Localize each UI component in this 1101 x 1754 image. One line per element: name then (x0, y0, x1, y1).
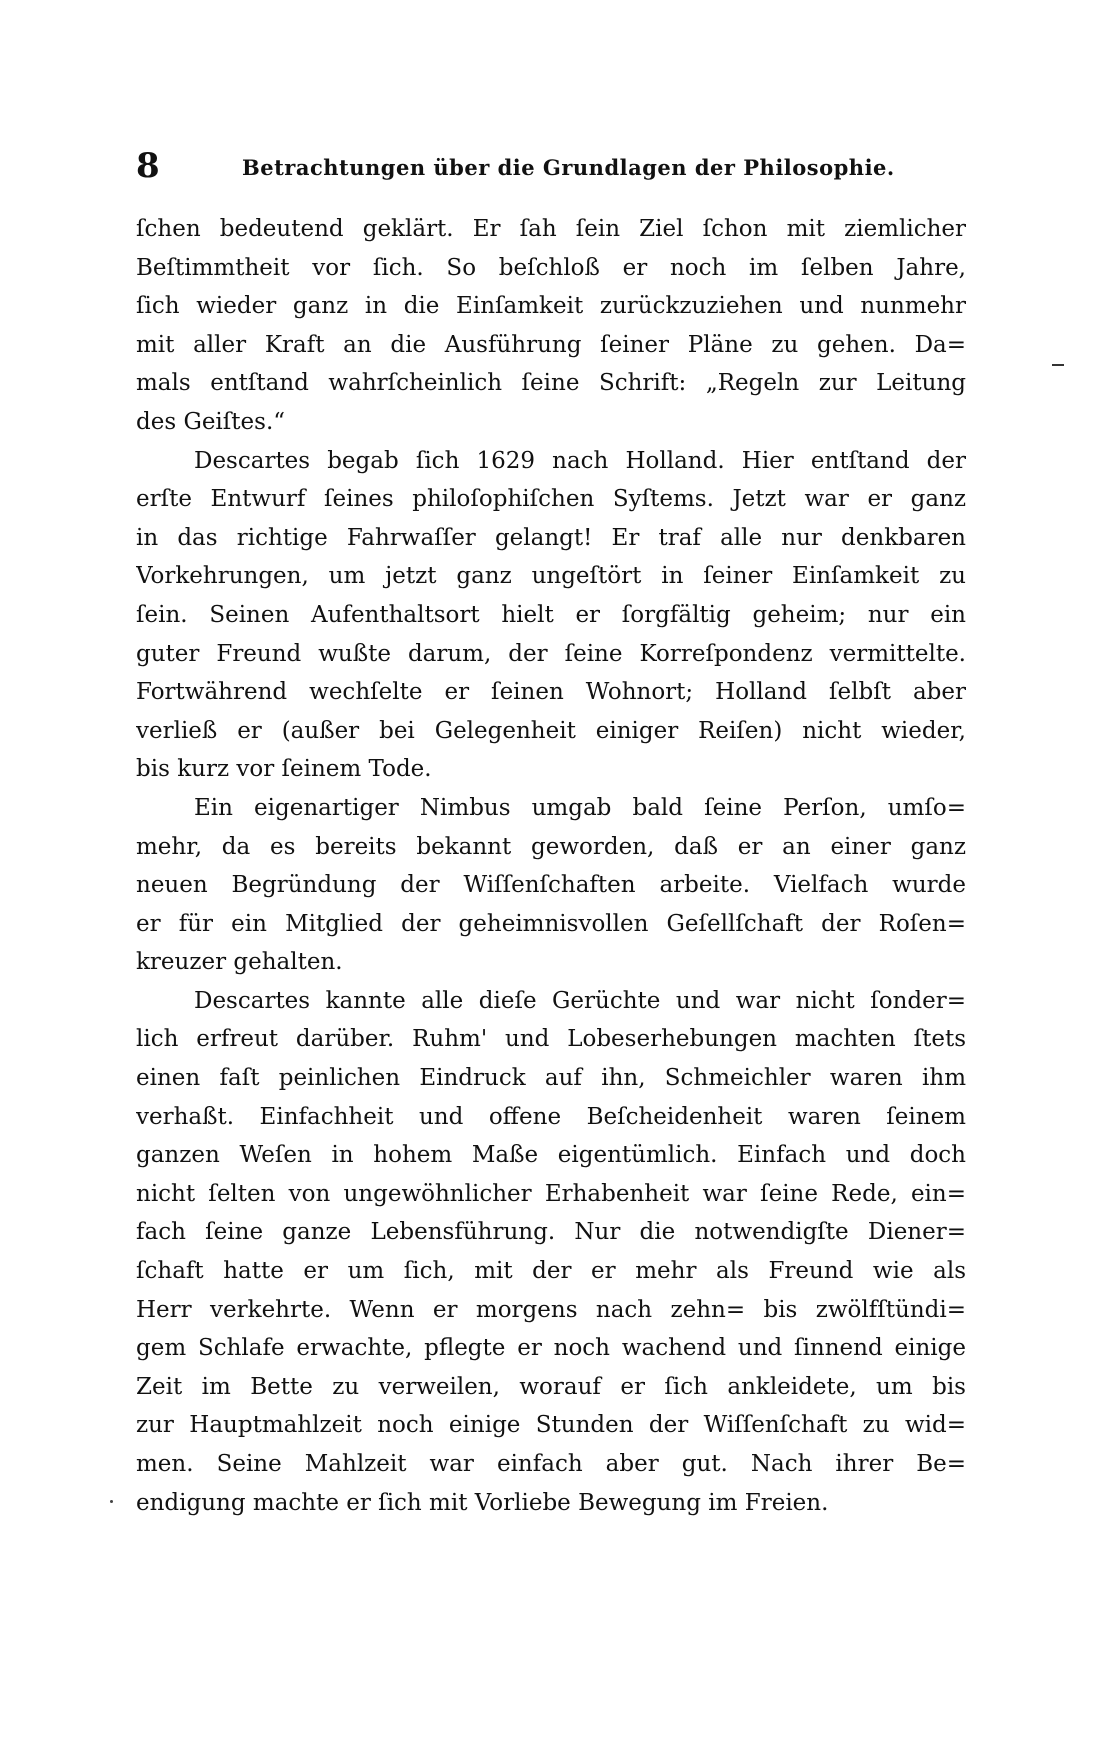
text-line: lich erfreut darüber. Ruhm' und Lobeserhebungen machten ſtets (136, 1026, 966, 1053)
text-line: mehr, da es bereits bekannt geworden, daß er an einer ganz (136, 833, 966, 860)
text-line: endigung machte er ſich mit Vorliebe Bewegung im Freien. (136, 1489, 829, 1516)
scan-speck (110, 1500, 113, 1503)
text-line: Fortwährend wechſelte er ſeinen Wohnort; Holland ſelbſt aber (136, 679, 966, 706)
text-line: Descartes kannte alle dieſe Gerüchte und war nicht ſonder= (194, 987, 966, 1014)
text-line: des Geiſtes.“ (136, 408, 286, 435)
text-line: ſchen bedeutend geklärt. Er ſah ſein Ziel ſchon mit ziemlicher (136, 216, 966, 242)
text-line: einen faſt peinlichen Eindruck auf ihn, Schmeichler waren ihm (136, 1065, 966, 1092)
text-line: gem Schlafe erwachte, pflegte er noch wachend und ſinnend einige (136, 1335, 966, 1362)
text-line: Descartes begab ſich 1629 nach Holland. Hier entſtand der (194, 447, 966, 474)
running-title: Betrachtungen über die Grundlagen der Philosophie. (242, 155, 895, 180)
text-line: ſchaft hatte er um ſich, mit der er mehr als Freund wie als (136, 1258, 966, 1285)
text-line: er für ein Mitglied der geheimnisvollen Geſellſchaft der Roſen= (136, 910, 966, 937)
text-line: mals entſtand wahrſcheinlich ſeine Schrift: „Regeln zur Leitung (136, 370, 966, 397)
text-line: verließ er (außer bei Gelegenheit einiger Reiſen) nicht wieder, (136, 717, 966, 744)
page-number: 8 (136, 146, 160, 186)
body-text (136, 210, 966, 1522)
text-line: neuen Begründung der Wiſſenſchaften arbeite. Vielfach wurde (136, 872, 966, 899)
text-line: bis kurz vor ſeinem Tode. (136, 756, 432, 783)
text-line: Zeit im Bette zu verweilen, worauf er ſich ankleidete, um bis (136, 1373, 966, 1400)
text-line: fach ſeine ganze Lebensführung. Nur die notwendigſte Diener= (136, 1219, 966, 1246)
text-line: zur Hauptmahlzeit noch einige Stunden der Wiſſenſchaft zu wid= (136, 1412, 966, 1439)
page-header (136, 146, 966, 186)
text-line: verhaßt. Einfachheit und offene Beſcheidenheit waren ſeinem (136, 1103, 966, 1130)
text-line: nicht ſelten von ungewöhnlicher Erhabenheit war ſeine Rede, ein= (136, 1180, 966, 1207)
text-line: in das richtige Fahrwaſſer gelangt! Er traf alle nur denkbaren (136, 524, 966, 551)
margin-mark (1052, 364, 1064, 366)
text-line: ganzen Weſen in hohem Maße eigentümlich. Einfach und doch (136, 1142, 966, 1169)
text-line: erſte Entwurf ſeines philoſophiſchen Syſtems. Jetzt war er ganz (136, 486, 966, 513)
text-line: ſich wieder ganz in die Einſamkeit zurückzuziehen und nunmehr (136, 293, 966, 320)
text-line: Herr verkehrte. Wenn er morgens nach zehn= bis zwölfſtündi= (136, 1296, 966, 1323)
text-line: mit aller Kraft an die Ausführung ſeiner Pläne zu gehen. Da= (136, 331, 966, 358)
text-line: Beſtimmtheit vor ſich. So beſchloß er noch im ſelben Jahre, (136, 254, 966, 281)
text-line: men. Seine Mahlzeit war einfach aber gut. Nach ihrer Be= (136, 1451, 966, 1477)
text-line: guter Freund wußte darum, der ſeine Korreſpondenz vermittelte. (136, 640, 966, 667)
text-line: Vorkehrungen, um jetzt ganz ungeſtört in ſeiner Einſamkeit zu (136, 563, 966, 590)
text-line: kreuzer gehalten. (136, 949, 343, 976)
text-line: Ein eigenartiger Nimbus umgab bald ſeine Perſon, umſo= (194, 794, 966, 821)
text-line: ſein. Seinen Aufenthaltsort hielt er ſorgfältig geheim; nur ein (136, 601, 966, 628)
